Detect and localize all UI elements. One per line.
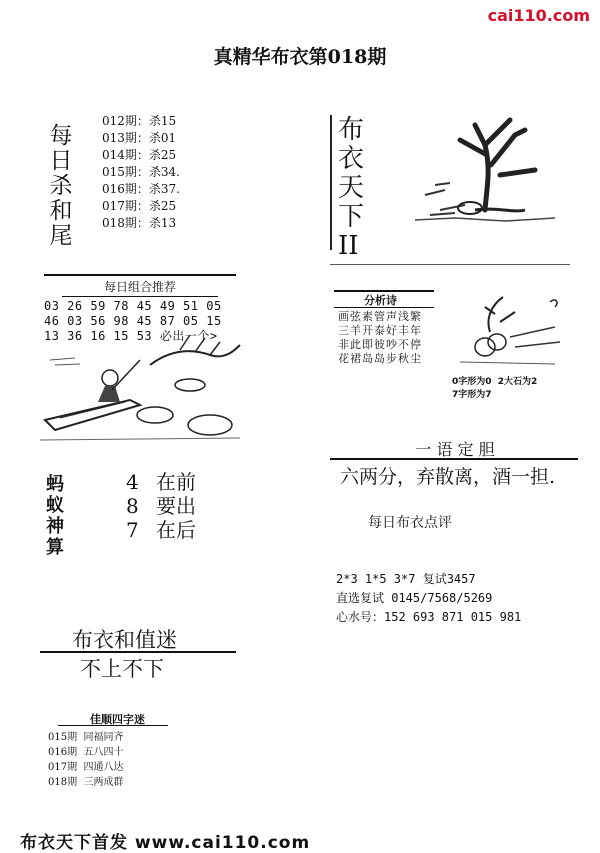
tree-title-char: 下: [338, 202, 365, 232]
tree-panel-divider: [330, 115, 332, 250]
four-char-row: 016期 五八四十: [48, 747, 124, 758]
one-word-heading: 一 语 定 胆: [415, 440, 495, 459]
four-char-row: 015期 同福同齐: [48, 732, 124, 743]
four-char-list: [48, 730, 123, 790]
daily-kill-row: 016期：杀37.: [102, 182, 180, 196]
daily-kill-heading-char: 尾: [49, 223, 73, 249]
tree-illustration: [415, 115, 565, 225]
ant-god-heading-char: 蚁: [46, 495, 64, 516]
analysis-poem-line: 三羊开泰好丰年: [338, 324, 422, 337]
ant-god-heading-char: 算: [46, 537, 64, 558]
buyi-mystery-heading: 布衣和值迷: [72, 628, 177, 652]
boat-illustration: [40, 330, 245, 445]
ant-god-row: [126, 518, 196, 542]
four-char-row: 018期 三两成群: [48, 777, 124, 788]
daily-kill-row: 018期：杀13: [102, 216, 177, 230]
daily-kill-list: [102, 113, 180, 232]
ant-god-num: 8: [126, 494, 139, 518]
analysis-poem-title-rule: [334, 307, 434, 308]
ant-god-text: 要出: [156, 494, 196, 518]
analysis-poem-title: 分析诗: [364, 294, 397, 307]
ant-god-heading: [44, 474, 66, 558]
analysis-note: 7字形为7: [452, 390, 492, 400]
daily-kill-row: 012期：杀15: [102, 114, 177, 128]
daily-kill-row: 014期：杀25: [102, 148, 177, 162]
four-char-rule: [58, 725, 168, 726]
daily-kill-row: 017期：杀25: [102, 199, 177, 213]
daily-combo-heading-rule: [62, 296, 218, 297]
daily-kill-heading-char: 和: [49, 198, 73, 224]
ant-god-num: 4: [126, 470, 139, 494]
daily-combo-row: 13 36 16 15 53 必出一个>: [44, 329, 218, 343]
daily-review-line: 直选复试 0145/7568/5269: [336, 591, 493, 605]
ant-god-rows: [126, 470, 196, 542]
analysis-poem-line: 花裙岛岛步秋尘: [338, 352, 422, 365]
analysis-poem-line: 非此即彼吵不停: [338, 338, 422, 351]
daily-kill-row: 015期：杀34.: [102, 165, 180, 179]
one-word-rule: [330, 458, 578, 460]
daily-review-line: 心水号：152 693 871 015 981: [336, 610, 522, 624]
daily-combo-heading: 每日组合推荐: [103, 280, 176, 294]
analysis-poem-line: 画弦素管声浅繁: [338, 310, 422, 323]
site-badge[interactable]: cai110.com: [487, 6, 590, 25]
tree-panel-title: [338, 116, 364, 261]
one-word-heading-wrap: [340, 437, 570, 460]
analysis-poem-lines: [338, 310, 422, 366]
daily-review-line: 2*3 1*5 3*7 复试3457: [336, 572, 476, 586]
tree-panel-bottom-rule: [330, 264, 570, 265]
daily-kill-heading-char: 日: [49, 148, 73, 174]
tree-title-char: 布: [338, 115, 365, 145]
ant-god-row: [126, 494, 196, 518]
ant-god-heading-char: 神: [46, 516, 64, 537]
daily-combo-row: 46 03 56 98 45 87 05 15: [44, 314, 222, 328]
ant-god-text: 在前: [156, 470, 196, 494]
tree-title-char: II: [338, 231, 359, 261]
page-title: 真精华布衣第018期: [213, 46, 387, 68]
analysis-note: 0字形为0 2大石为2: [452, 377, 538, 387]
daily-combo-row: 03 26 59 78 45 49 51 05: [44, 299, 222, 313]
daily-review-heading: 每日布衣点评: [368, 515, 452, 531]
tree-title-char: 天: [338, 173, 365, 203]
rock-plant-illustration: [455, 292, 565, 367]
analysis-notes: [452, 376, 537, 402]
ant-god-row: [126, 470, 196, 494]
daily-kill-row: 013期：杀01: [102, 131, 177, 145]
buyi-mystery-answer: 不上不下: [80, 657, 164, 681]
tree-title-char: 衣: [338, 144, 365, 174]
ant-god-heading-char: 蚂: [46, 474, 64, 495]
four-char-row: 017期 四通八达: [48, 762, 124, 773]
footer-text: 布衣天下首发 www.cai110.com: [20, 833, 311, 853]
ant-god-num: 7: [126, 518, 139, 542]
daily-review-lines: [336, 570, 521, 627]
ant-god-text: 在后: [156, 518, 196, 542]
daily-kill-heading-char: 杀: [49, 173, 73, 199]
daily-kill-heading: [48, 124, 74, 249]
daily-kill-heading-char: 每: [49, 123, 73, 149]
four-char-heading: 佳顺四字迷: [90, 713, 145, 726]
one-word-sentence: 六两分，弃散离，酒一担.: [340, 466, 556, 488]
